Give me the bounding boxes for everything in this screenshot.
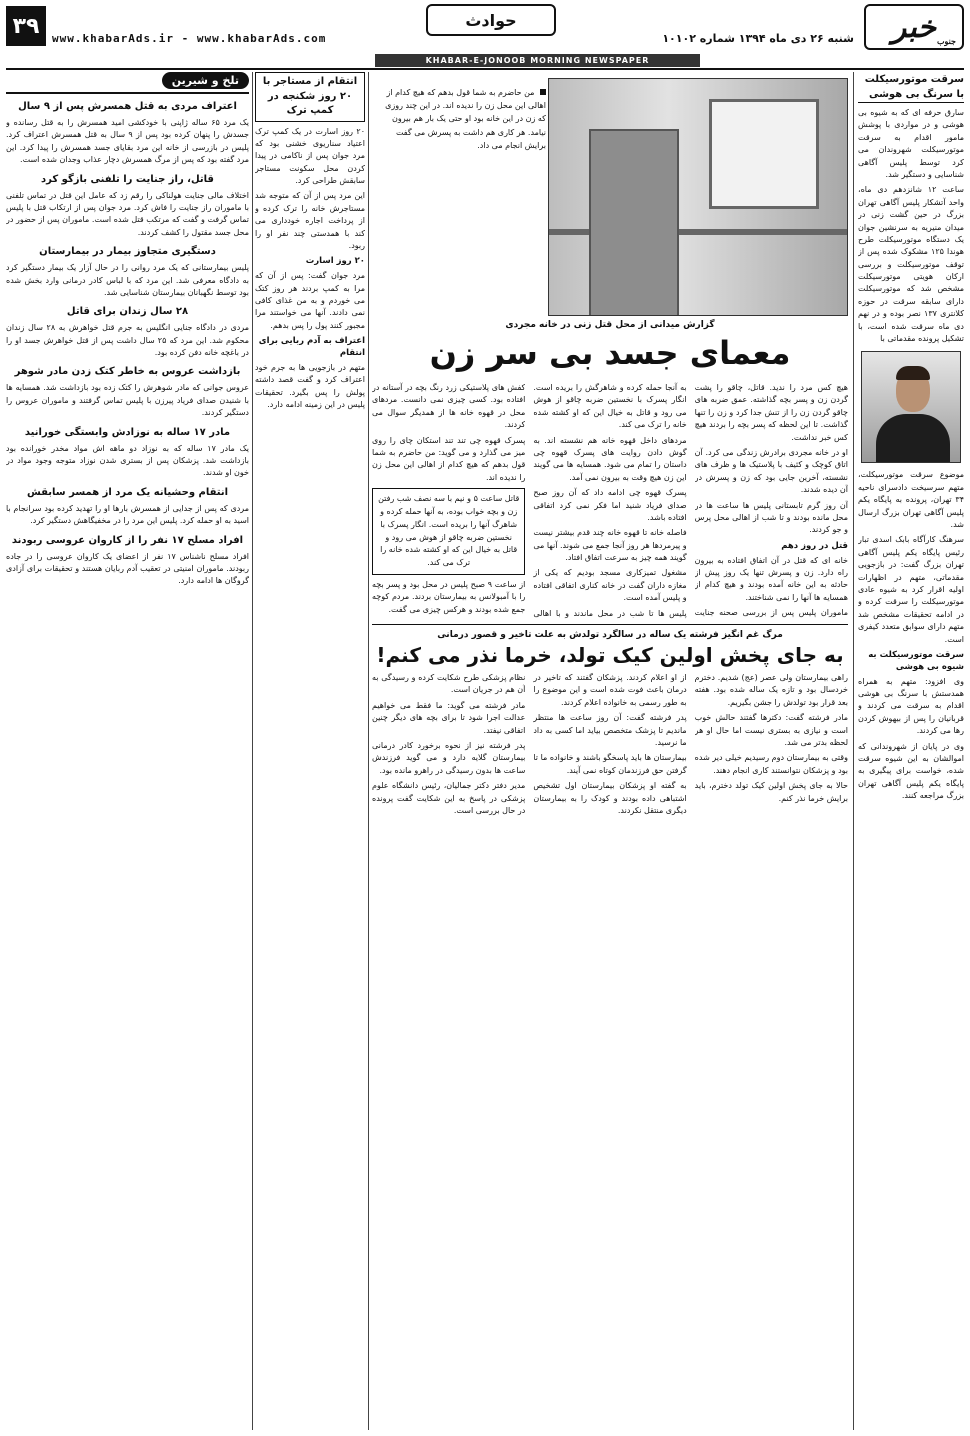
story-kicker: گزارش میدانی از محل قتل زنی در خانه مجردی [505, 320, 715, 330]
story-paragraph: او در خانه مجردی برادرش زندگی می کرد. آن اتاق کوچک و کثیف با پلاستیک ها و ظرف های نشسته، آخرین جایی بود که زن و پسرش در آن دیده شدند. [694, 447, 848, 495]
right-story-title: سرقت موتورسیکلت با سرنگ بی هوشی [858, 72, 964, 103]
masthead [6, 4, 964, 54]
story-paragraph: بیمارستان ها باید پاسخگو باشند و خانواده ما تا گرفتن حق فرزندمان کوتاه نمی آیند. [533, 753, 687, 775]
story-paragraph: پدر فرشته گفت: آن روز ساعت ها منتظر ماندیم تا پزشک متخصص بیاید اما کسی به داد ما نرسید. [533, 713, 687, 747]
brief-title: افراد مسلح ۱۷ نفر را از کاروان عروسی ربودند [11, 534, 244, 546]
story-paragraph: کفش های پلاستیکی زرد رنگ بچه در آستانه در افتاده بود. کسی چیزی نمی دانست. مردهای محل در قهوه خانه ها از همدیگر سوال می کردند. [372, 383, 526, 430]
newspaper-logo [864, 4, 964, 50]
right-paragraph: وی در پایان از شهروندانی که اموالشان به این شیوه سرقت شده، خواست برای پیگیری به پایگاه یکم پلیس آگاهی تهران بزرگ مراجعه کنند. [858, 741, 964, 801]
photo-caption-text: من حاضرم به شما قول بدهم که هیچ کدام از اهالی این محل زن را ندیده اند. در این چند روزی که زن در این خانه بود او حتی یک بار هم بیرون نیامد. هر کاری هم داشت به پسرش می گفت برایش انجام می داد. [385, 88, 546, 150]
story-paragraph: متهم در بازجویی ها به جرم خود اعتراف کرد و گفت قصد داشته پولش را پس بگیرد. تحقیقات پلیس در این زمینه ادامه دارد. [255, 363, 365, 410]
second-story-kicker: مرگ غم انگیز فرشته یک ساله در سالگرد تولدش به علت تاخیر و قصور درمانی [437, 630, 783, 640]
left-banner: تلخ و شیرین [162, 72, 249, 89]
brief-text: اختلاف مالی جنایت هولناکی را رقم زد که عامل این قتل در تماس تلفنی با ماموران راز جنایت را فاش کرد. مرد جوان پس از ارتکاب قتل با پلیس تماس گرفت و گفت که مرتکب قتل شده است. ماموران پس از حضور در محل جسد مقتول را کشف کردند. [6, 190, 249, 237]
story-paragraph: مدیر دفتر دکتر جمالیان، رئیس دانشگاه علوم پزشکی در پاسخ به این شکایت گفت پرونده در حال بررسی است. [372, 781, 526, 815]
story-paragraph: ماموران پلیس پس از بررسی صحنه جنایت [694, 608, 848, 618]
story-paragraph: هیچ کس مرد را ندید. قاتل، چاقو را پشت گردن زن و پسر بچه گذاشته. عمق ضربه های چاقو گردن زن را از تنش جدا کرد و زن را تنها گذاشت. تا این لحظه که پسر بچه را بردند هیچ کس خبر نداشت. [694, 383, 848, 442]
story-subhead: ۲۰ روز اسارت [305, 256, 365, 267]
story-paragraph: وقتی به بیمارستان دوم رسیدیم خیلی دیر شده بود و پزشکان نتوانستند کاری انجام دهند. [694, 753, 848, 775]
photo-shirt [876, 414, 950, 463]
second-story-body [372, 672, 848, 1412]
story-column-3 [372, 382, 525, 620]
photo-hair [896, 366, 930, 380]
crime-scene-photo [548, 78, 848, 316]
photo-caption [376, 86, 546, 152]
story-paragraph: مشغول تمیزکاری مسجد بودیم که یکی از مغازه داران گفت در خانه کناری اتفاقی افتاده و پلیس آمده است. [533, 568, 687, 603]
column-divider [853, 72, 854, 1430]
brief-title: دستگیری متجاوز بیمار در بیمارستان [39, 246, 216, 258]
brief-title: مادر ۱۷ ساله به نوزادش وابستگی خورانید [24, 426, 231, 438]
right-paragraph: وی افزود: متهم به همراه همدستش با سرنگ بی هوشی اقدام به سرقت می کردند و قربانیان را پس از بیهوش کردن رها می کردند. [858, 676, 964, 736]
photo-door [589, 129, 679, 316]
site-url[interactable]: www.khabarAds.ir - www.khabarAds.com [52, 32, 327, 45]
masthead-rule [6, 68, 964, 70]
story-paragraph: از او اعلام کردند. پزشکان گفتند که تاخیر در درمان باعث فوت شده است و این موضوع را به طور رسمی به خانواده اعلام کردند. [533, 673, 687, 707]
midleft-column [255, 72, 365, 1430]
column-divider [368, 72, 369, 1430]
second-story [372, 628, 848, 1430]
brief-title: بازداشت عروس به خاطر کتک زدن مادر شوهر [14, 366, 241, 378]
story-paragraph: مرد جوان گفت: پس از آن که مرا به کمپ بردند هر روز کتک می خوردم و به من غذای کافی نمی دادند. آنها می خواستند مرا مجبور کنند پول را پس بدهم. [255, 271, 365, 330]
suspect-photo [861, 351, 961, 463]
brief-title: اعتراف مردی به قتل همسرش پس از ۹ سال [18, 101, 237, 112]
brief-text: افراد مسلح ناشناس ۱۷ نفر از اعضای یک کاروان عروسی را در جاده ربودند. ماموران امنیتی در تعقیب آدم ربایان هستند و تحقیقات برای آزادی گروگان ها ادامه دارد. [6, 551, 249, 586]
second-column-1 [695, 672, 848, 1412]
second-column-3 [372, 672, 525, 1412]
story-body [372, 382, 848, 620]
story-paragraph: پلیس ها تا شب در محل ماندند و با اهالی [533, 608, 687, 618]
right-subtitle: سرقت موتورسیکلت به شیوه بی هوشی [868, 649, 964, 672]
brief-title: قاتل، راز جنایت را تلفنی بازگو کرد [41, 173, 214, 185]
story-paragraph: به گفته او پزشکان بیمارستان اول تشخیص اشتباهی داده بودند و کودک را به بیمارستان دیگری منتقل نکردند. [533, 781, 687, 815]
story-subhead: قتل در روز دهم [781, 540, 848, 551]
story-column-1 [695, 382, 848, 620]
brief-text: مردی که پس از جدایی از همسرش بارها او را تهدید کرده بود سرانجام با اسید به او حمله کرد. پلیس این مرد را در مخفیگاهش دستگیر کرد. [6, 503, 249, 526]
issue-line: شنبه ۲۶ دی ماه ۱۳۹۴ شماره ۱۰۱۰۲ [662, 32, 854, 45]
right-paragraph: ساعت ۱۲ شانزدهم دی ماه، واحد آتشکار پلیس آگاهی تهران بزرگ در حین گشت زنی در میدان منیریه به سرنشین جوان یک دستگاه موتورسیکلت طرح هوندا ۱۲۵ مشکوک شده پس از توقف موتورسیکلت و بررسی ارکان هویتی موتورسیکلت مشخص شد که موتورسیکلت دارای سابقه سرقت در حوزه کلانتری ۱۳۷ نصر بوده و در نهم دی ماه سرقت شده است، با تشکیل پرونده مقدماتی با [858, 185, 964, 344]
section-title: حوادث [426, 4, 556, 36]
story-paragraph: این مرد پس از آن که متوجه شد مستاجرش خانه را ترک کرده و از پرداخت اجاره خودداری می کند با همدستی چند نفر او را ربود. [255, 191, 365, 251]
left-banner-wrap [6, 72, 249, 94]
left-column [6, 72, 249, 1430]
right-column [858, 72, 964, 1430]
column-divider [252, 72, 253, 1430]
story-paragraph: از ساعت ۹ صبح پلیس در محل بود و پسر بچه را با آمبولانس به بیمارستان بردند. مردم کوچه جمع شده بودند و هرکس چیزی می گفت. [372, 579, 526, 614]
story-paragraph: پدر فرشته نیز از نحوه برخورد کادر درمانی بیمارستان گلایه دارد و می گوید فرزندش ساعت ها بدون رسیدگی در راهرو مانده بود. [372, 740, 526, 775]
brief-text: یک مرد ۶۵ ساله ژاپنی با خودکشی امید همسرش را به قتل رسانده و جسدش را پنهان کرده بود پس از ۹ سال به قتل همسرش اعتراف کرد. پلیس در بازرسی از خانه این مرد بقایای جسد همسرش را پیدا کرد. این مرد گفته بود که پس از مرگ همسرش دچار عذاب وجدان شده است. [6, 118, 249, 165]
main-story [372, 72, 848, 625]
brief-title: ۲۸ سال زندان برای قاتل [66, 306, 189, 318]
story-paragraph: مادر فرشته می گوید: ما فقط می خواهیم عدالت اجرا شود تا برای بچه های دیگر چنین اتفاقی نیفتد. [372, 700, 526, 735]
story-paragraph: ۲۰ روز اسارت در یک کمپ ترک اعتیاد سناریوی خشنی بود که مرد جوان پس از ناکامی در پیدا کردن محل سکونت مستاجر سابقش طراحی کرد. [255, 126, 365, 186]
page-number: ۳۹ [6, 6, 46, 46]
story-subhead: اعتراف به آدم ربایی برای انتقام [258, 336, 365, 359]
story-paragraph: آن روز گرم تابستانی پلیس ها ساعت ها در محل مانده بودند و تا شب از اهالی محل پرس و جو کردند. [694, 500, 848, 535]
story-paragraph: حالا به جای پخش اولین کیک تولد دخترم، باید برایش خرما نذر کنم. [694, 781, 848, 803]
story-paragraph: پسرک قهوه چی ادامه داد که آن روز صبح صدای فریاد شنید اما فکر نمی کرد اتفاقی افتاده باشد. [533, 488, 687, 522]
logo-subtext: جنوب [936, 36, 956, 46]
pull-quote: قاتل ساعت ۵ و نیم با سه نصف شب رفتن زن و بچه خواب بوده، به آنها حمله کرده و شاهرگ آنها را بریده است. انگار پسرک با نخستین ضربه چاقو از هوش می رود و قاتل به خیال این که او کشته شده خانه را ترک می کند. [372, 488, 525, 575]
brief-text: مردی در دادگاه جنایی انگلیس به جرم قتل خواهرش به ۲۸ سال زندان محکوم شد. این مرد که ۲۵ سال داشت پس از قتل خواهرش جسد او را در باغچه خانه دفن کرده بود. [6, 323, 249, 358]
story-headline: معمای جسد بی سر زن [429, 334, 791, 372]
logo-text: خبر [891, 9, 937, 45]
brief-text: عروس جوانی که مادر شوهرش را کتک زده بود بازداشت شد. همسایه ها با شنیدن صدای فریاد پیرزن با پلیس تماس گرفتند و ماموران عروس را دستگیر کردند. [6, 383, 249, 418]
story-paragraph: پسرک قهوه چی تند تند استکان چای را روی میز می گذارد و می گوید: من حاضرم به شما قول بدهم که هیچ کدام از اهالی این محل زن را ندیده اند. [372, 435, 526, 482]
second-story-headline: به جای پخش اولین کیک تولد، خرما نذر می کنم! [376, 643, 844, 667]
brief-text: یک مادر ۱۷ ساله که به نوزاد دو ماهه اش مواد مخدر خورانده بود بازداشت شد. پزشکان پس از بستری شدن نوزاد متوجه وجود مواد در خون او شدند. [6, 443, 249, 478]
story-paragraph: راهی بیمارستان ولی عصر (عج) شدیم. دخترم خردسال بود و تازه یک ساله شده بود. هفته بعد قرار بود تولدش را جشن بگیریم. [694, 673, 848, 707]
second-column-2 [533, 672, 686, 1412]
photo-window [709, 99, 819, 209]
right-paragraph: سارق حرفه ای که به شیوه بی هوشی و در مواردی با پوشش مامور اقدام به سرقت موتورسیکلت شهروندان می کرد توسط پلیس آگاهی شناسایی و دستگیر شد. [858, 108, 964, 179]
midleft-story-title: انتقام از مستاجر با ۲۰ روز شکنجه در کمپ ترک [255, 72, 365, 122]
story-paragraph: فاصله خانه تا قهوه خانه چند قدم بیشتر نیست و پیرمردها هر روز آنجا جمع می شوند. آنها می گویند همه چیز به سرعت اتفاق افتاد. [533, 528, 687, 563]
english-name-bar: KHABAR-E-JONOOB MORNING NEWSPAPER [375, 54, 700, 67]
story-paragraph: به آنجا حمله کرده و شاهرگش را بریده است. انگار پسرک با نخستین ضربه چاقو از هوش می رود و قاتل به خیال این که او کشته شده خانه را ترک می کند. [533, 383, 687, 430]
story-column-2 [533, 382, 686, 620]
story-paragraph: مردهای داخل قهوه خانه هم نشسته اند. به گوش دادن روایت های پسرک قهوه چی داستان را تمام می شود. همسایه ها می گویند این زن هیچ وقت به بیرون نمی آمد. [533, 435, 687, 482]
right-paragraph: سرهنگ کارآگاه بابک اسدی تبار رئیس پایگاه یکم پلیس آگاهی تهران بزرگ گفت: در بازجویی مقدماتی، متهم در اظهارات اولیه اقرار کرد به شیوه عادی موتورسیکلت را سرقت کرده و در ادامه تحقیقات مشخص شد متهم دارای سوابق متعدد کیفری است. [858, 535, 964, 644]
story-paragraph: خانه ای که قتل در آن اتفاق افتاده به بیرون راه دارد. زن و پسرش تنها یک روز پیش از حادثه به این خانه آمده بودند و هیچ کدام از همسایه ها آنها را نمی شناختند. [694, 555, 848, 602]
caption-bullet-icon [540, 89, 546, 95]
right-paragraph: موضوع سرقت موتورسیکلت، متهم سرسیخت دادسرای ناحیه ۳۴ تهران، پرونده به پایگاه یکم پلیس آگاهی تهران بزرگ ارسال شد. [858, 470, 964, 529]
brief-text: پلیس بیمارستانی که یک مرد روانی را در حال آزار یک بیمار دستگیر کرد به دادگاه معرفی شد. این مرد که با لباس کادر درمانی وارد بخش شده بود توسط نگهبانان بیمارستان شناسایی شد. [6, 263, 249, 297]
story-paragraph: نظام پزشکی طرح شکایت کرده و رسیدگی به آن هم در جریان است. [372, 673, 526, 695]
story-paragraph: مادر فرشته گفت: دکترها گفتند حالش خوب است و نیازی به بستری نیست اما حال او هر لحظه بدتر می شد. [694, 713, 848, 747]
brief-title: انتقام وحشیانه یک مرد از همسر سابقش [26, 486, 229, 498]
